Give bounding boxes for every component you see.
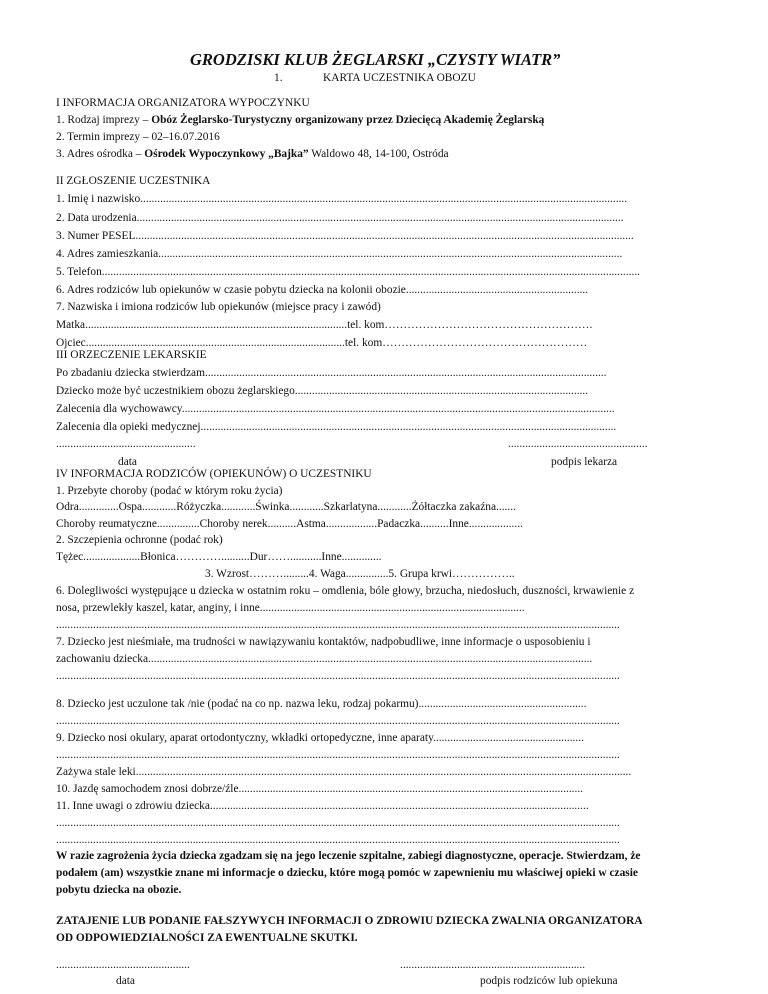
field-allergies[interactable]: 8. Dziecko jest uczulone tak /nie (podać na co np. nazwa leku, rodzaj pokarmu)...........................................................: [56, 698, 587, 710]
ailments-label: 6. Dolegliwości występujące u dziecka w ostatnim roku – omdlenia, bóle głowy, brzucha, niedosłuch, duszności, krwawienie z: [56, 585, 635, 597]
field-other-notes[interactable]: 11. Inne uwagi o zdrowiu dziecka.....................................................................................................................................: [56, 800, 589, 812]
consent-line-2: podałem (am) wszystkie znane mi informacje o dziecku, które mogą pomóc w zapewnieniu mu właściwej opieki w czasie: [56, 867, 638, 879]
field-name[interactable]: 1. Imię i nazwisko...........................................................................................................................................................................: [56, 193, 628, 205]
section2-title: II ZGŁOSZENIE UCZESTNIKA: [56, 175, 211, 187]
parent-signature-label: podpis rodziców lub opiekuna: [480, 975, 618, 987]
field-recommendations-caregiver[interactable]: Zalecenia dla wychowawcy........................................................................................................................................................: [56, 403, 615, 415]
field-phone[interactable]: 5. Telefon.............................................................................................................................................................................................: [56, 266, 641, 278]
field-ailments-extra[interactable]: ......................................................................................................................................................................................................: [56, 619, 620, 631]
field-father[interactable]: Ojciec...........................................................................................tel. kom………………………………………………: [56, 337, 588, 349]
doctor-signature-label: podpis lekarza: [551, 456, 618, 468]
section4-title: IV INFORMACJA RODZICÓW (OPIEKUNÓW) O UCZESTNIKU: [56, 468, 372, 480]
event-address: [56, 147, 449, 161]
section3-title: III ORZECZENIE LEKARSKIE: [56, 349, 207, 361]
field-medications[interactable]: Zażywa stale leki..............................................................................................................................................................................: [56, 766, 632, 778]
warning-line-1: ZATAJENIE LUB PODANIE FAŁSZYWYCH INFORMACJI O ZDROWIU DZIECKA ZWALNIA ORGANIZATORA: [56, 915, 643, 927]
field-exam-result[interactable]: Po zbadaniu dziecka stwierdzam.............................................................................................................................................: [56, 367, 607, 379]
field-address[interactable]: 4. Adres zamieszkania...................................................................................................................................................................: [56, 248, 623, 260]
section1-title: I INFORMACJA ORGANIZATORA WYPOCZYNKU: [56, 97, 310, 109]
card-number: 1.: [274, 72, 283, 84]
field-eligibility[interactable]: Dziecko może być uczestnikiem obozu żeglarskiego.......................................................................................................: [56, 385, 589, 397]
event-type-value: Obóz Żeglarsko-Turystyczny organizowany przez Dziecięcą Akademię Żeglarską: [151, 114, 545, 126]
diseases-label: 1. Przebyte choroby (podać w którym roku życia): [56, 485, 283, 497]
vaccinations-label: 2. Szczepienia ochronne (podać rok): [56, 534, 223, 546]
field-temperament[interactable]: zachowaniu dziecka............................................................................................................................................................: [56, 653, 593, 665]
field-pesel[interactable]: 3. Numer PESEL...............................................................................................................................................................................: [56, 230, 634, 242]
field-parents-address[interactable]: 6. Adres rodziców lub opiekunów w czasie pobytu dziecka na kolonii obozie................................................................: [56, 284, 589, 296]
doctor-date-label: data: [118, 456, 137, 468]
consent-line-1: W razie zagrożenia życia dziecka zgadzam się na jego leczenie szpitalne, zabiegi diagnostyczne, operacje. Stwierdzam, że: [56, 850, 641, 862]
field-diseases-2[interactable]: Choroby reumatyczne...............Choroby nerek..........Astma..................Padaczka..........Inne...................: [56, 518, 523, 530]
field-car-travel[interactable]: 10. Jazdę samochodem znosi dobrze/źle.........................................................................................................................: [56, 783, 584, 795]
parents-names-label: 7. Nazwiska i imiona rodziców lub opiekunów (miejsce pracy i zawód): [56, 301, 381, 313]
field-diseases-1[interactable]: Odra..............Ospa............Różyczka............Świnka............Szkarlatyna............Żółtaczka zakaźna.......: [56, 501, 516, 513]
event-type: [56, 113, 544, 127]
address-rest: Waldowo 48, 14-100, Ostróda: [308, 148, 449, 160]
parent-date-line[interactable]: ...............................................: [56, 959, 190, 971]
parent-signature-line[interactable]: .................................................................: [400, 959, 586, 971]
event-dates: 2. Termin imprezy – 02–16.07.2016: [56, 131, 220, 143]
field-birthdate[interactable]: 2. Data urodzenia...........................................................................................................................................................................: [56, 212, 624, 224]
address-label: 3. Adres ośrodka –: [56, 148, 145, 160]
field-temperament-extra[interactable]: ......................................................................................................................................................................................................: [56, 670, 620, 682]
temperament-label: 7. Dziecko jest nieśmiałe, ma trudności w nawiązywaniu kontaktów, nadpobudliwe, inne informacje o usposobieniu i: [56, 636, 591, 648]
club-title: GRODZISKI KLUB ŻEGLARSKI „CZYSTY WIATR”: [190, 50, 561, 69]
field-allergies-extra[interactable]: ......................................................................................................................................................................................................: [56, 715, 620, 727]
field-ailments[interactable]: nosa, przewlekły kaszel, katar, anginy, i inne.............................................................................................: [56, 602, 525, 614]
doctor-signature-line[interactable]: .................................................: [508, 438, 648, 450]
field-other-notes-extra-1[interactable]: ......................................................................................................................................................................................................: [56, 817, 620, 829]
address-name: Ośrodek Wypoczynkowy „Bajka”: [144, 148, 309, 160]
doctor-date-line[interactable]: .................................................: [56, 438, 196, 450]
field-devices[interactable]: 9. Dziecko nosi okulary, aparat ortodontyczny, wkładki ortopedyczne, inne aparaty.....................................................: [56, 732, 584, 744]
field-height-weight-blood[interactable]: 3. Wzrost……….........4. Waga...............5. Grupa krwi……………..: [205, 568, 515, 580]
parent-date-label: data: [116, 975, 135, 987]
card-title: KARTA UCZESTNIKA OBOZU: [323, 72, 476, 84]
field-devices-extra[interactable]: ......................................................................................................................................................................................................: [56, 749, 620, 761]
field-other-notes-extra-2[interactable]: ......................................................................................................................................................................................................: [56, 834, 620, 846]
field-vaccinations[interactable]: Tężec....................Błonica…………..........Dur……...........Inne..............: [56, 551, 382, 563]
event-type-label: 1. Rodzaj imprezy –: [56, 114, 152, 126]
field-recommendations-medical[interactable]: Zalecenia dla opieki medycznej..................................................................................................................................................: [56, 421, 617, 433]
field-mother[interactable]: Matka............................................................................................tel. kom……………………………………………….: [56, 319, 593, 331]
consent-line-3: pobytu dziecka na obozie.: [56, 884, 182, 896]
warning-line-2: OD ODPOWIEDZIALNOŚCI ZA EWENTUALNE SKUTKI.: [56, 932, 358, 944]
